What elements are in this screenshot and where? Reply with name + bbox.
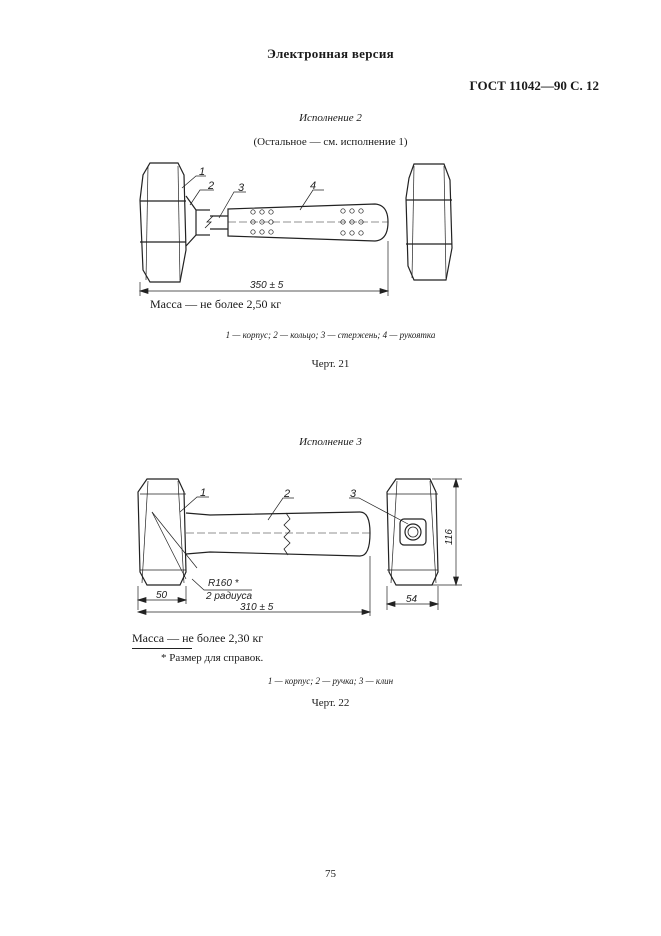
v3-callout-3: 3 [350,488,357,500]
v2-dimension-350: 350 ± 5 [250,280,284,291]
v3-dim-right: 54 [406,594,418,605]
v3-callout-2: 2 [284,488,291,500]
version3-mass: Масса — не более 2,30 кг [132,631,264,645]
v2-callout-1: 1 [199,166,206,178]
figure-21-caption: Черт. 21 [311,358,350,370]
version3-title: Исполнение 3 [299,436,362,448]
version3-footnote: * Размер для справок. [161,652,264,664]
v3-dim-height: 116 [444,529,455,545]
header-title: Электронная версия [267,46,394,61]
v2-callout-2: 2 [208,180,215,192]
footnote-rule [132,648,192,649]
v2-callout-3: 3 [238,182,245,194]
v3-callout-1: 1 [200,487,207,499]
version2-title: Исполнение 2 [299,112,362,124]
v3-dim-total: 310 ± 5 [240,602,274,613]
standard-reference: ГОСТ 11042—90 С. 12 [469,78,599,93]
page-number: 75 [325,868,336,880]
version2-note: (Остальное — см. исполнение 1) [253,136,408,148]
version2-mass: Масса — не более 2,50 кг [150,297,282,311]
v2-callout-4: 4 [310,180,317,192]
v3-dim-left: 50 [156,590,168,601]
version3-legend: 1 — корпус; 2 — ручка; 3 — клин [267,676,394,686]
version2-legend: 1 — корпус; 2 — кольцо; 3 — стержень; 4 — рукоятка [225,330,436,340]
v3-radius-note: 2 радиуса [206,591,253,602]
figure-22-caption: Черт. 22 [311,697,350,709]
v3-radius-label: R160 * [208,578,239,589]
